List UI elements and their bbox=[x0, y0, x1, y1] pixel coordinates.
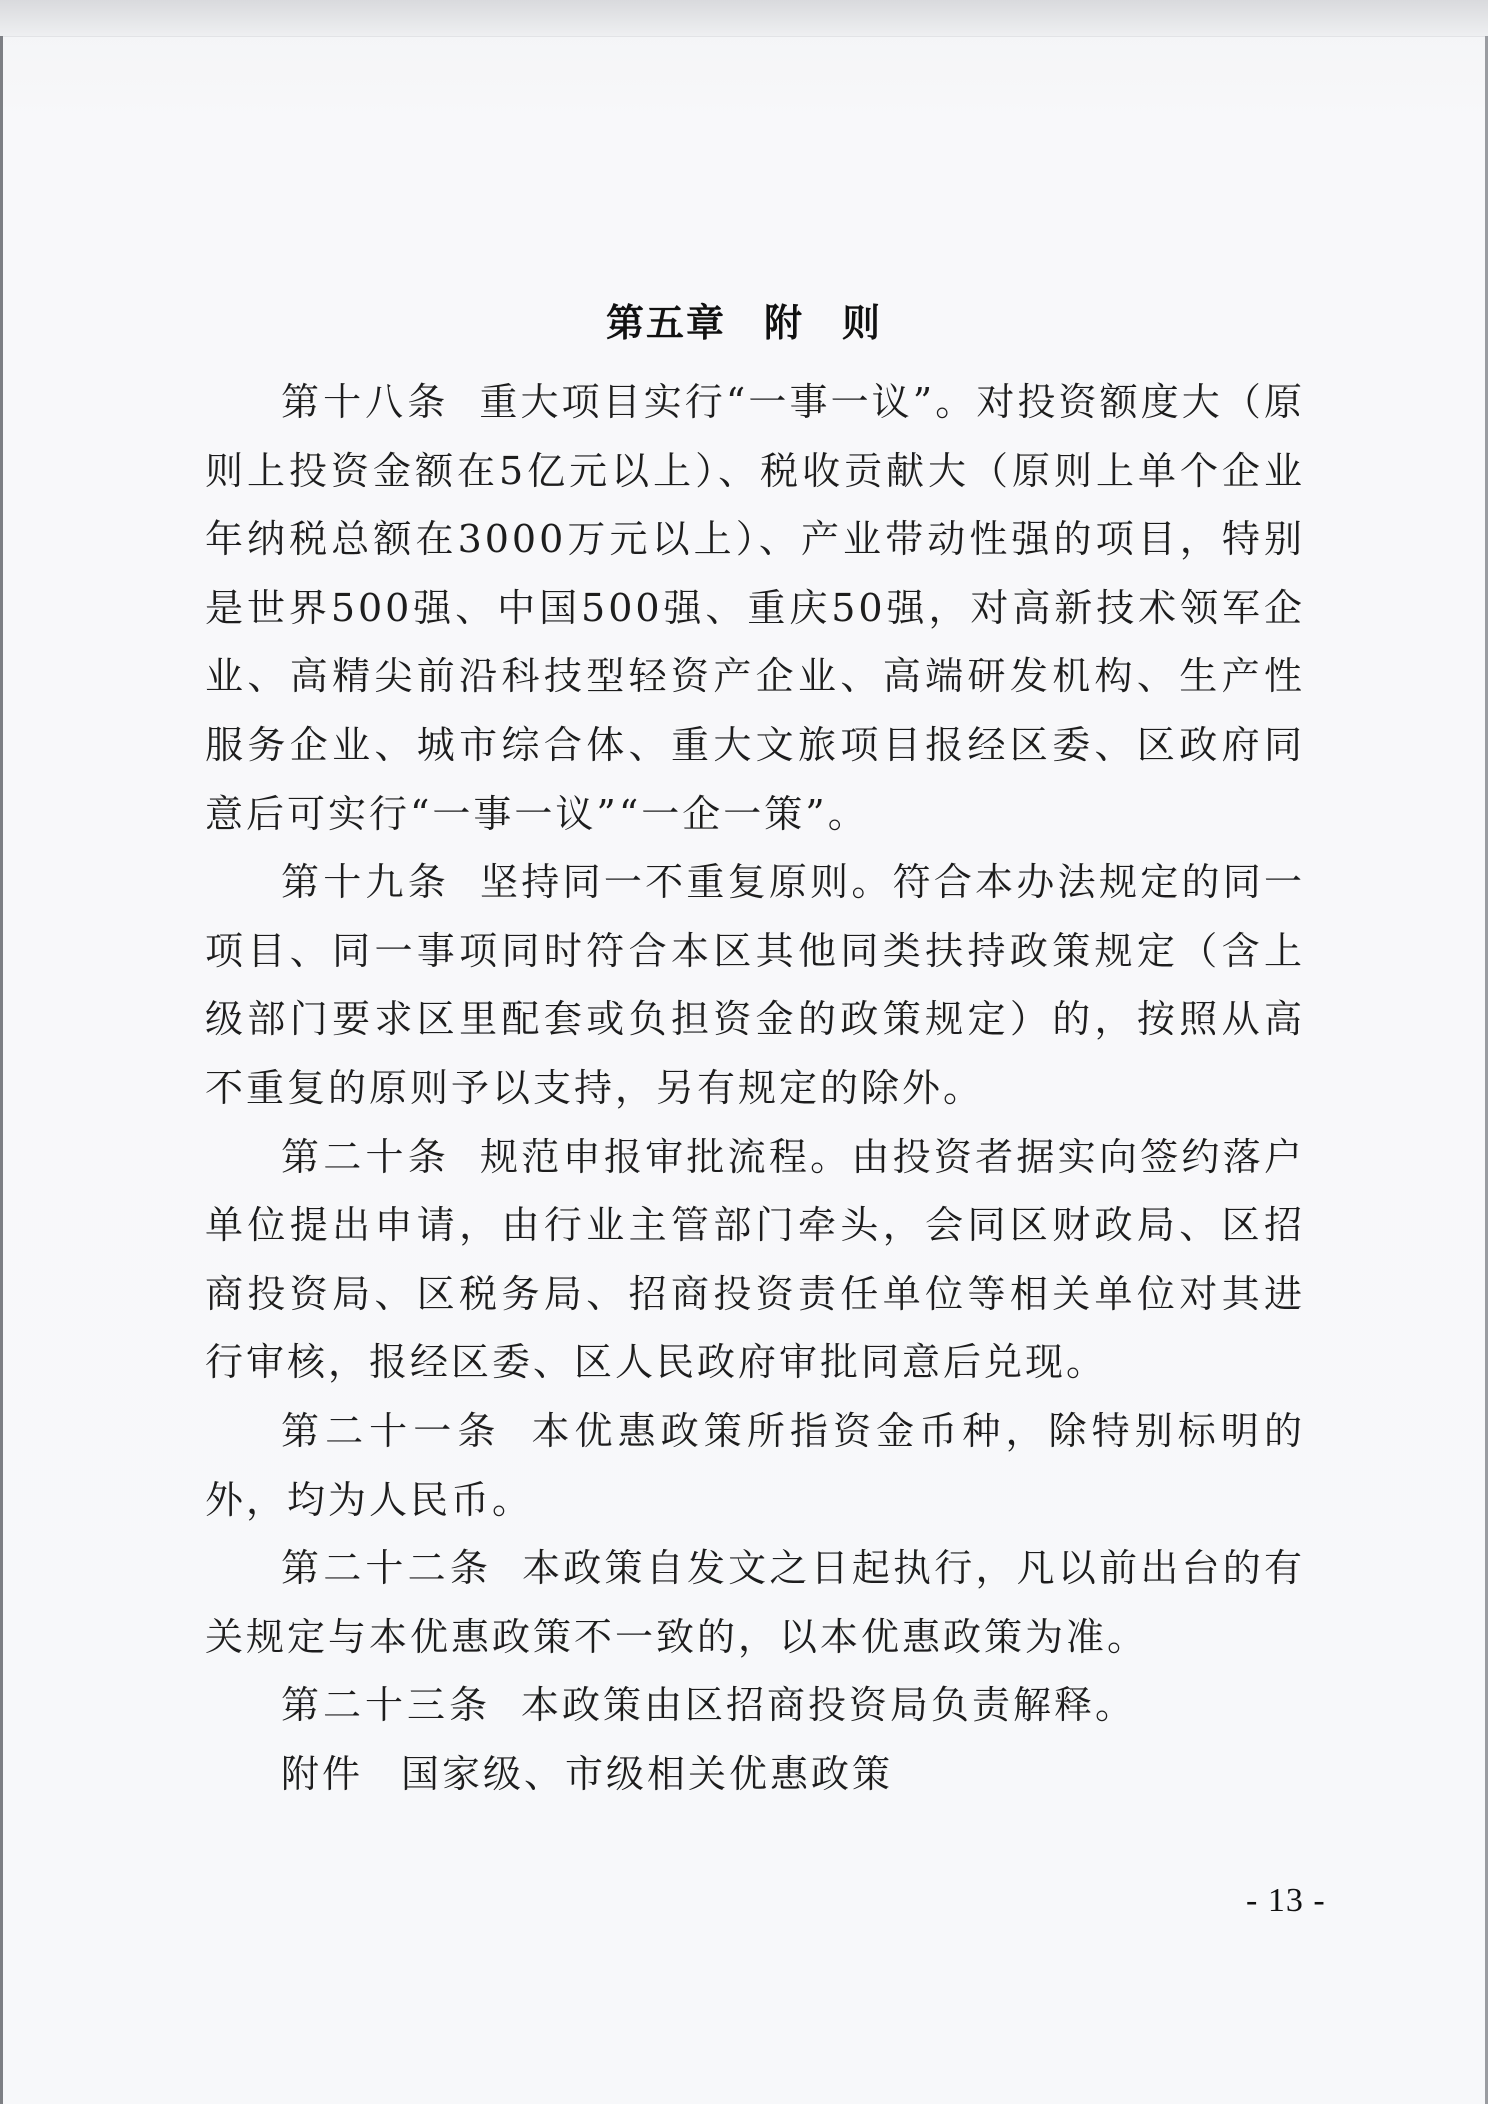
article-heading: 第二十条 bbox=[281, 1134, 451, 1179]
attachment-text: 国家级、市级相关优惠政策 bbox=[401, 1751, 894, 1796]
article-19 bbox=[205, 848, 1305, 1122]
article-22 bbox=[205, 1534, 1305, 1671]
article-20 bbox=[205, 1123, 1305, 1397]
document-body bbox=[205, 368, 1305, 1808]
article-21 bbox=[205, 1397, 1305, 1534]
attachment-label: 附件 bbox=[281, 1751, 364, 1796]
article-text: 本优惠政策所指资金币种，除特别标明的外，均为人民币。 bbox=[205, 1408, 1305, 1522]
article-text: 本政策由区招商投资局负责解释。 bbox=[521, 1683, 1137, 1728]
article-text: 本政策自发文之日起执行，凡以前出台的有关规定与本优惠政策不一致的，以本优惠政策为准。 bbox=[205, 1546, 1305, 1659]
scan-top-edge bbox=[0, 0, 1488, 37]
article-23 bbox=[205, 1671, 1305, 1740]
article-heading: 第十九条 bbox=[281, 860, 451, 905]
article-text: 坚持同一不重复原则。符合本办法规定的同一项目、同一事项同时符合本区其他同类扶持政策规定（含上级部门要求区里配套或负担资金的政策规定）的，按照从高不重复的原则予以支持，另有规定的除外。 bbox=[205, 860, 1305, 1110]
article-text: 规范申报审批流程。由投资者据实向签约落户单位提出申请，由行业主管部门牵头，会同区财政局、区招商投资局、区税务局、招商投资责任单位等相关单位对其进行审核，报经区委、区人民政府审批同意后兑现。 bbox=[205, 1134, 1305, 1385]
chapter-title bbox=[0, 292, 1488, 347]
page-number: - 13 - bbox=[1246, 1882, 1326, 1919]
chapter-name-first-char: 附 bbox=[763, 301, 804, 345]
article-heading: 第二十三条 bbox=[281, 1683, 492, 1728]
chapter-number: 第五章 bbox=[605, 301, 726, 345]
chapter-name-second-char: 则 bbox=[842, 301, 883, 345]
article-18 bbox=[205, 368, 1305, 848]
article-text: 重大项目实行“一事一议”。对投资额度大（原则上投资金额在5亿元以上）、税收贡献大（原则上单个企业年纳税总额在3000万元以上）、产业带动性强的项目，特别是世界500强、中国500强、重庆50强，对高新技术领军企业、高精尖前沿科技型轻资产企业、高端研发机构、生产性服务企业、城市综合体、重大文旅项目报经区委、区政府同意后可实行“一事一议”“一企一策”。 bbox=[205, 380, 1305, 836]
attachment-line bbox=[205, 1740, 1305, 1809]
article-heading: 第二十一条 bbox=[281, 1408, 502, 1453]
article-heading: 第十八条 bbox=[281, 380, 450, 424]
article-heading: 第二十二条 bbox=[281, 1546, 493, 1591]
